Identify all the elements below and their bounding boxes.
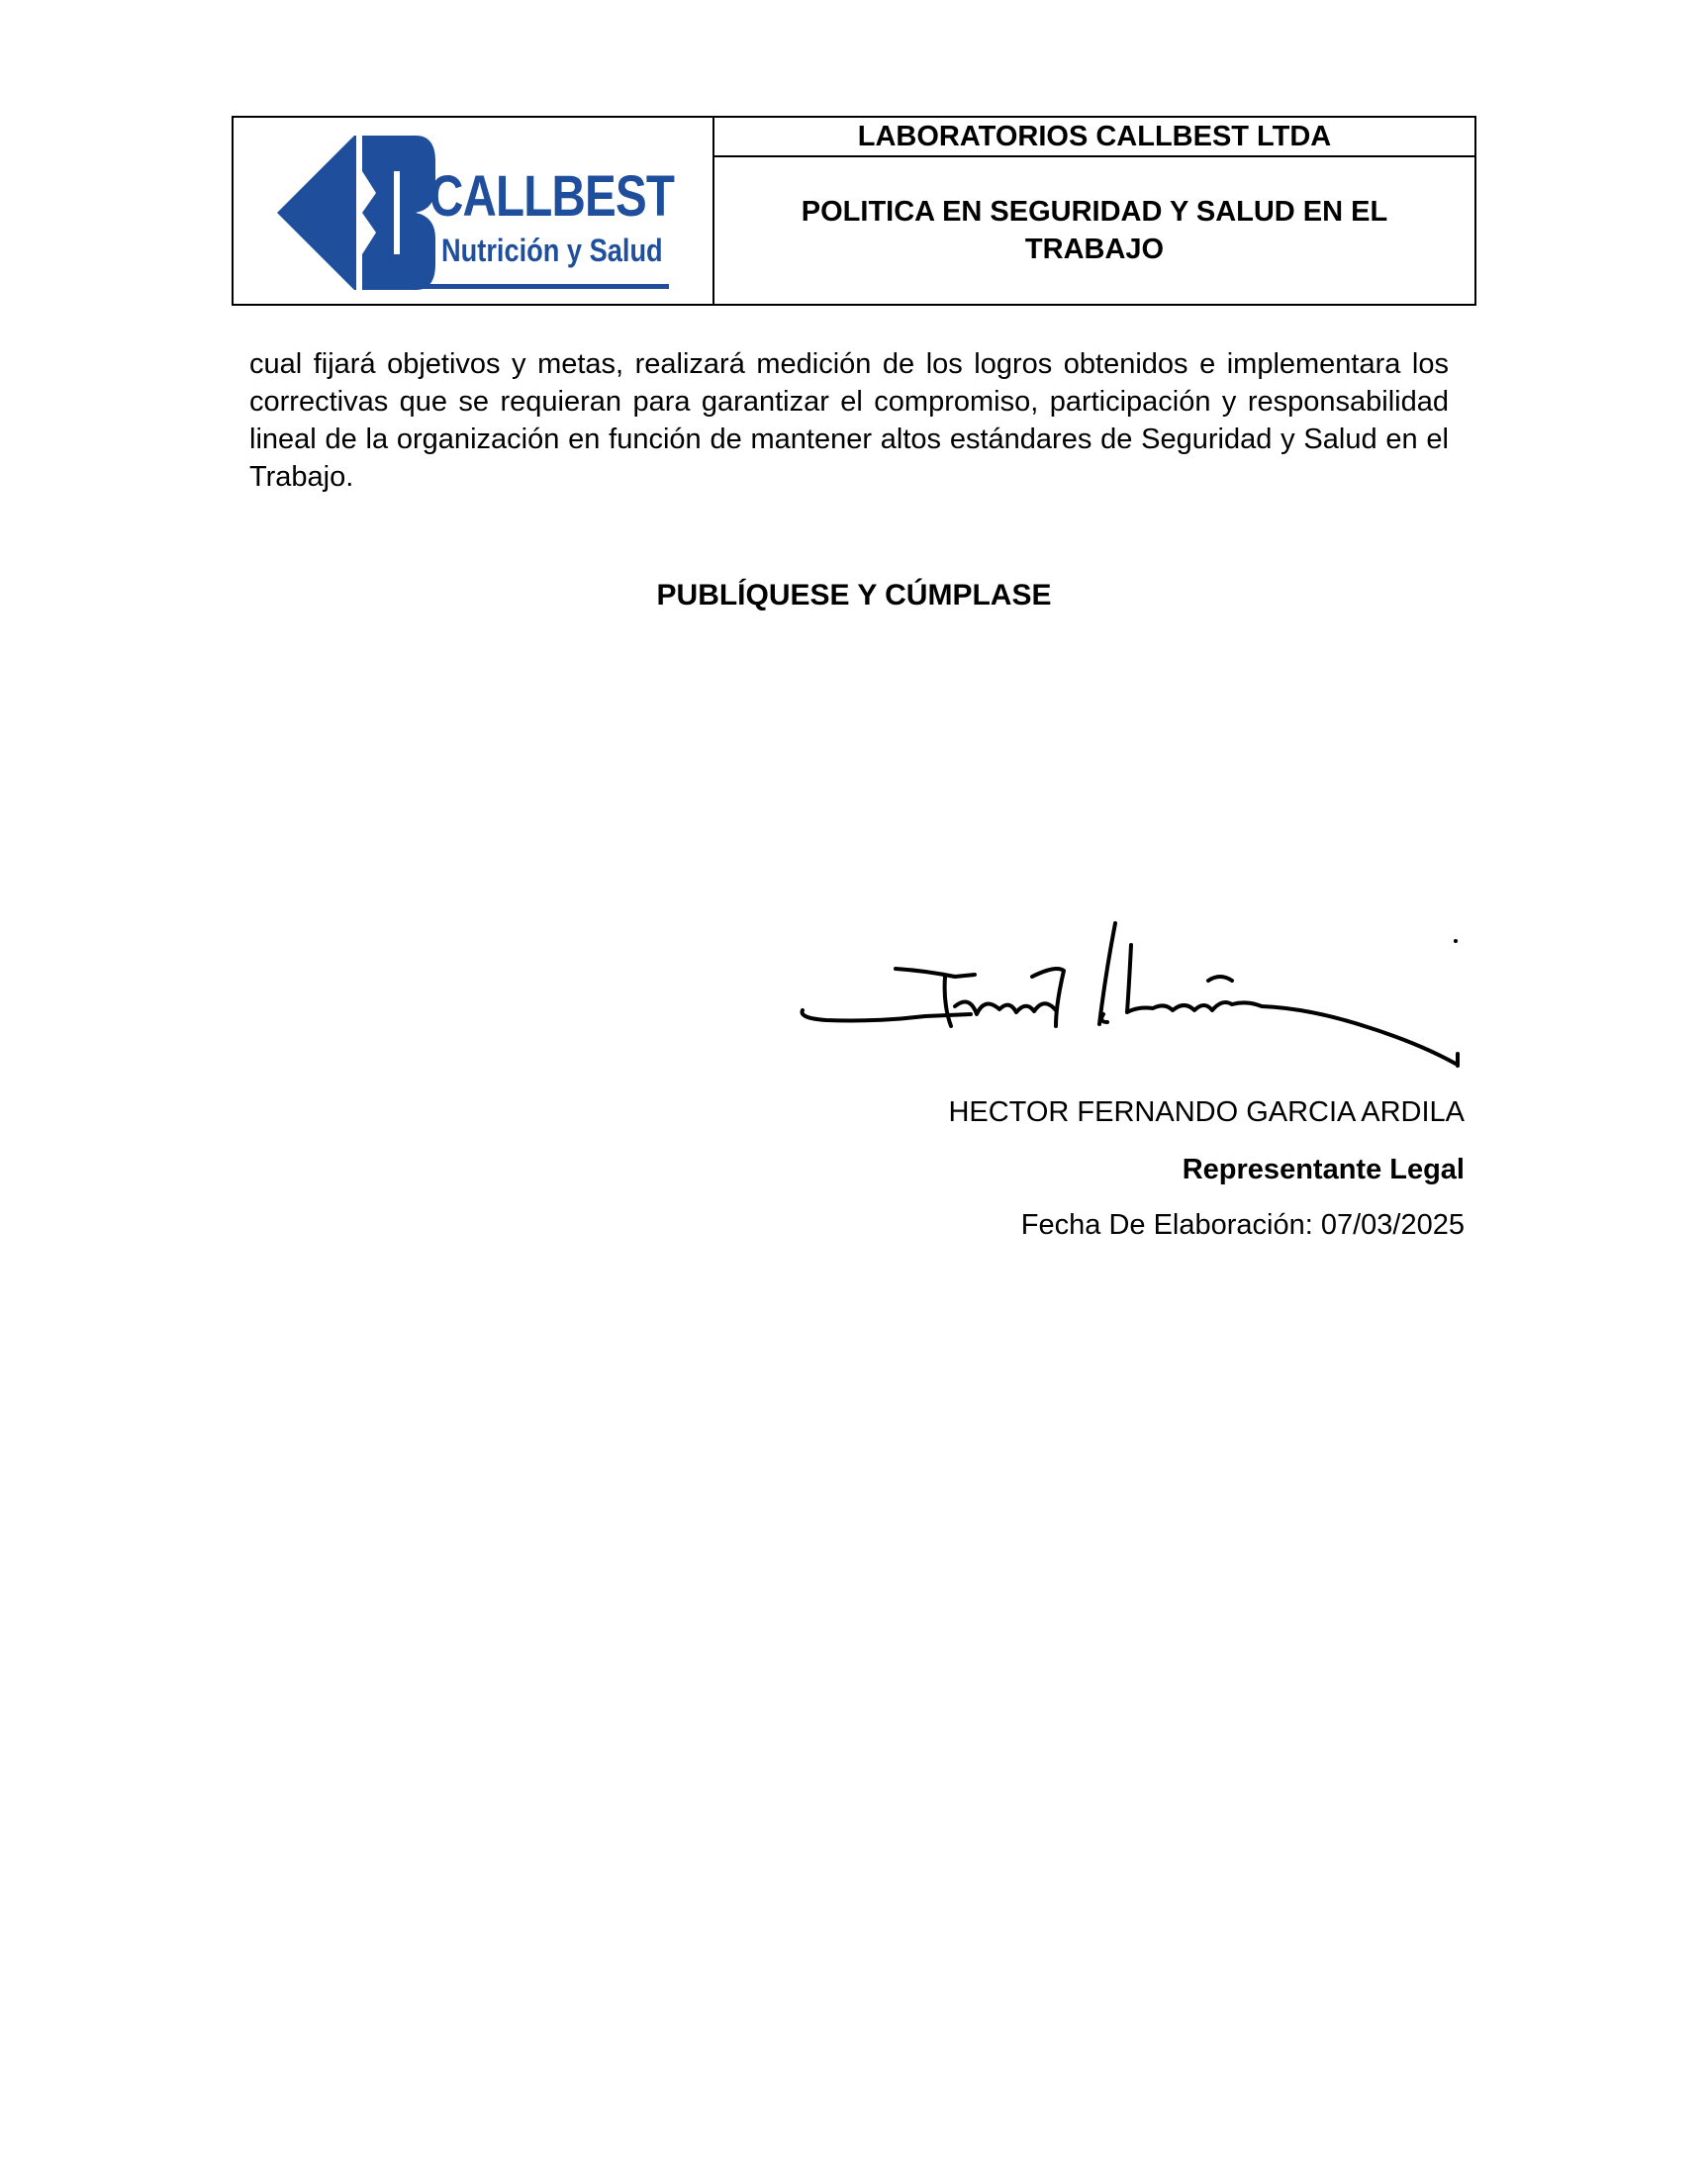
closing-statement: PUBLÍQUESE Y CÚMPLASE: [656, 579, 1052, 612]
handwritten-signature: [797, 915, 1470, 1083]
title-cell: [714, 118, 1474, 304]
logo-brand-text: CALLBEST: [429, 164, 675, 229]
logo-cell: [234, 118, 714, 304]
signer-role: Representante Legal: [1182, 1154, 1465, 1185]
signer-name: HECTOR FERNANDO GARCIA ARDILA: [948, 1096, 1465, 1128]
body-paragraph: cual fijará objetivos y metas, realizará medición de los logros obtenidos e implementara los correctivas que se requieran para garantizar el compromiso, participación y responsabilidad lineal de la organización en función de mantener altos estándares de Seguridad y Salud en el Trabajo.: [249, 348, 1449, 493]
policy-title: POLITICA EN SEGURIDAD Y SALUD EN EL TRABAJO: [801, 196, 1388, 265]
logo-tagline-text: Nutrición y Salud: [441, 233, 663, 268]
document-header-table: [232, 116, 1476, 306]
elaboration-date: Fecha De Elaboración: 07/03/2025: [1020, 1209, 1465, 1241]
signer-block: [948, 1094, 1465, 1243]
company-name: LABORATORIOS CALLBEST LTDA: [714, 118, 1474, 157]
